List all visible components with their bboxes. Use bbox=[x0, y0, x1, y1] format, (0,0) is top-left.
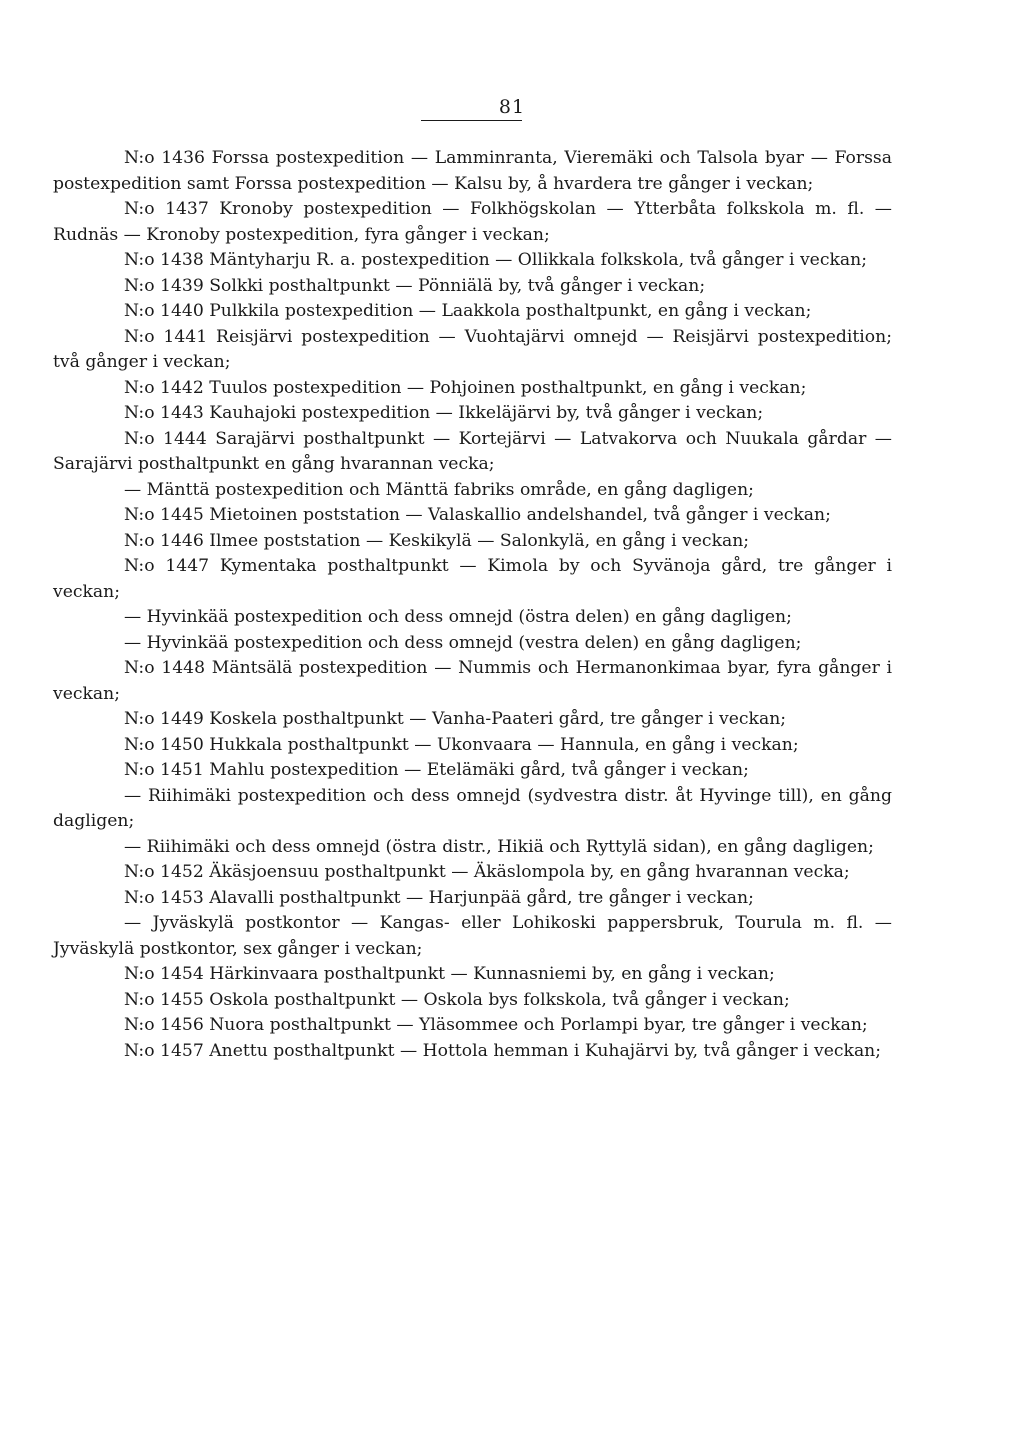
entry-1453-jyvaskyla: — Jyväskylä postkontor — Kangas- eller Lohikoski pappersbruk, Tourula m. fl. — Jyväskylä postkontor, sex gånger i veckan; bbox=[53, 913, 892, 959]
route-entries bbox=[53, 146, 892, 1064]
entry-1440: N:o 1440 Pulkkila postexpedition — Laakkola posthaltpunkt, en gång i veckan; bbox=[124, 301, 812, 321]
page-number: 81 bbox=[498, 96, 526, 118]
entry-1447-hyvinkaa-west: — Hyvinkää postexpedition och dess omnejd (vestra delen) en gång dagligen; bbox=[124, 632, 802, 653]
entry-1438: N:o 1438 Mäntyharju R. a. postexpedition — Ollikkala folkskola, två gånger i veckan; bbox=[124, 250, 867, 270]
entry-1447-hyvinkaa-east: — Hyvinkää postexpedition och dess omnejd (östra delen) en gång dagligen; bbox=[124, 607, 792, 627]
entry-1436: N:o 1436 Forssa postexpedition — Lamminranta, Vieremäki och Talsola byar — Forssa postexpedition samt Forssa postexpedition — Kalsu by, å hvardera tre gånger i veckan; bbox=[53, 148, 892, 194]
entry-1437: N:o 1437 Kronoby postexpedition — Folkhögskolan — Ytterbåta folkskola m. fl. — Rudnäs — Kronoby postexpedition, fyra gånger i veckan; bbox=[53, 199, 892, 245]
entry-1441: N:o 1441 Reisjärvi postexpedition — Vuohtajärvi omnejd — Reisjärvi postexpedition; två gånger i veckan; bbox=[53, 326, 892, 372]
page-number-rule bbox=[421, 120, 522, 121]
entry-1450: N:o 1450 Hukkala posthaltpunkt — Ukonvaara — Hannula, en gång i veckan; bbox=[124, 734, 799, 755]
entry-1439: N:o 1439 Solkki posthaltpunkt — Pönniälä by, två gånger i veckan; bbox=[124, 275, 706, 296]
entry-1443: N:o 1443 Kauhajoki postexpedition — Ikkeläjärvi by, två gånger i veckan; bbox=[124, 403, 764, 423]
entry-1451: N:o 1451 Mahlu postexpedition — Etelämäki gård, två gånger i veckan; bbox=[124, 760, 749, 780]
entry-1442: N:o 1442 Tuulos postexpedition — Pohjoinen posthaltpunkt, en gång i veckan; bbox=[124, 377, 807, 398]
entry-1445: N:o 1445 Mietoinen poststation — Valaskallio andelshandel, två gånger i veckan; bbox=[124, 505, 831, 525]
entry-1456: N:o 1456 Nuora posthaltpunkt — Yläsommee och Porlampi byar, tre gånger i veckan; bbox=[124, 1015, 868, 1035]
entry-1448: N:o 1448 Mäntsälä postexpedition — Nummis och Hermanonkimaa byar, fyra gånger i veckan; bbox=[53, 658, 892, 704]
entry-1455: N:o 1455 Oskola posthaltpunkt — Oskola bys folkskola, två gånger i veckan; bbox=[124, 989, 790, 1010]
entry-1444-mantta: — Mänttä postexpedition och Mänttä fabriks område, en gång dagligen; bbox=[124, 479, 754, 500]
entry-1447: N:o 1447 Kymentaka posthaltpunkt — Kimola by och Syvänoja gård, tre gånger i veckan; bbox=[53, 556, 892, 602]
entry-1452: N:o 1452 Äkäsjoensuu posthaltpunkt — Äkäslompola by, en gång hvarannan vecka; bbox=[124, 862, 850, 882]
entry-1449: N:o 1449 Koskela posthaltpunkt — Vanha-Paateri gård, tre gånger i veckan; bbox=[124, 709, 787, 729]
entry-1451-riihimaki-east: — Riihimäki och dess omnejd (östra distr., Hikiä och Ryttylä sidan), en gång dagligen; bbox=[124, 836, 874, 857]
entry-1457: N:o 1457 Anettu posthaltpunkt — Hottola hemman i Kuhajärvi by, två gånger i veckan; bbox=[124, 1040, 882, 1061]
entry-1451-riihimaki-sw: — Riihimäki postexpedition och dess omnejd (sydvestra distr. åt Hyvinge till), en gång dagligen; bbox=[53, 785, 892, 831]
entry-1453: N:o 1453 Alavalli posthaltpunkt — Harjunpää gård, tre gånger i veckan; bbox=[124, 887, 754, 908]
entry-1454: N:o 1454 Härkinvaara posthaltpunkt — Kunnasniemi by, en gång i veckan; bbox=[124, 964, 775, 984]
entry-1446: N:o 1446 Ilmee poststation — Keskikylä — Salonkylä, en gång i veckan; bbox=[124, 530, 750, 551]
entry-1444: N:o 1444 Sarajärvi posthaltpunkt — Kortejärvi — Latvakorva och Nuukala gårdar — Sarajärvi posthaltpunkt en gång hvarannan vecka; bbox=[53, 428, 892, 474]
